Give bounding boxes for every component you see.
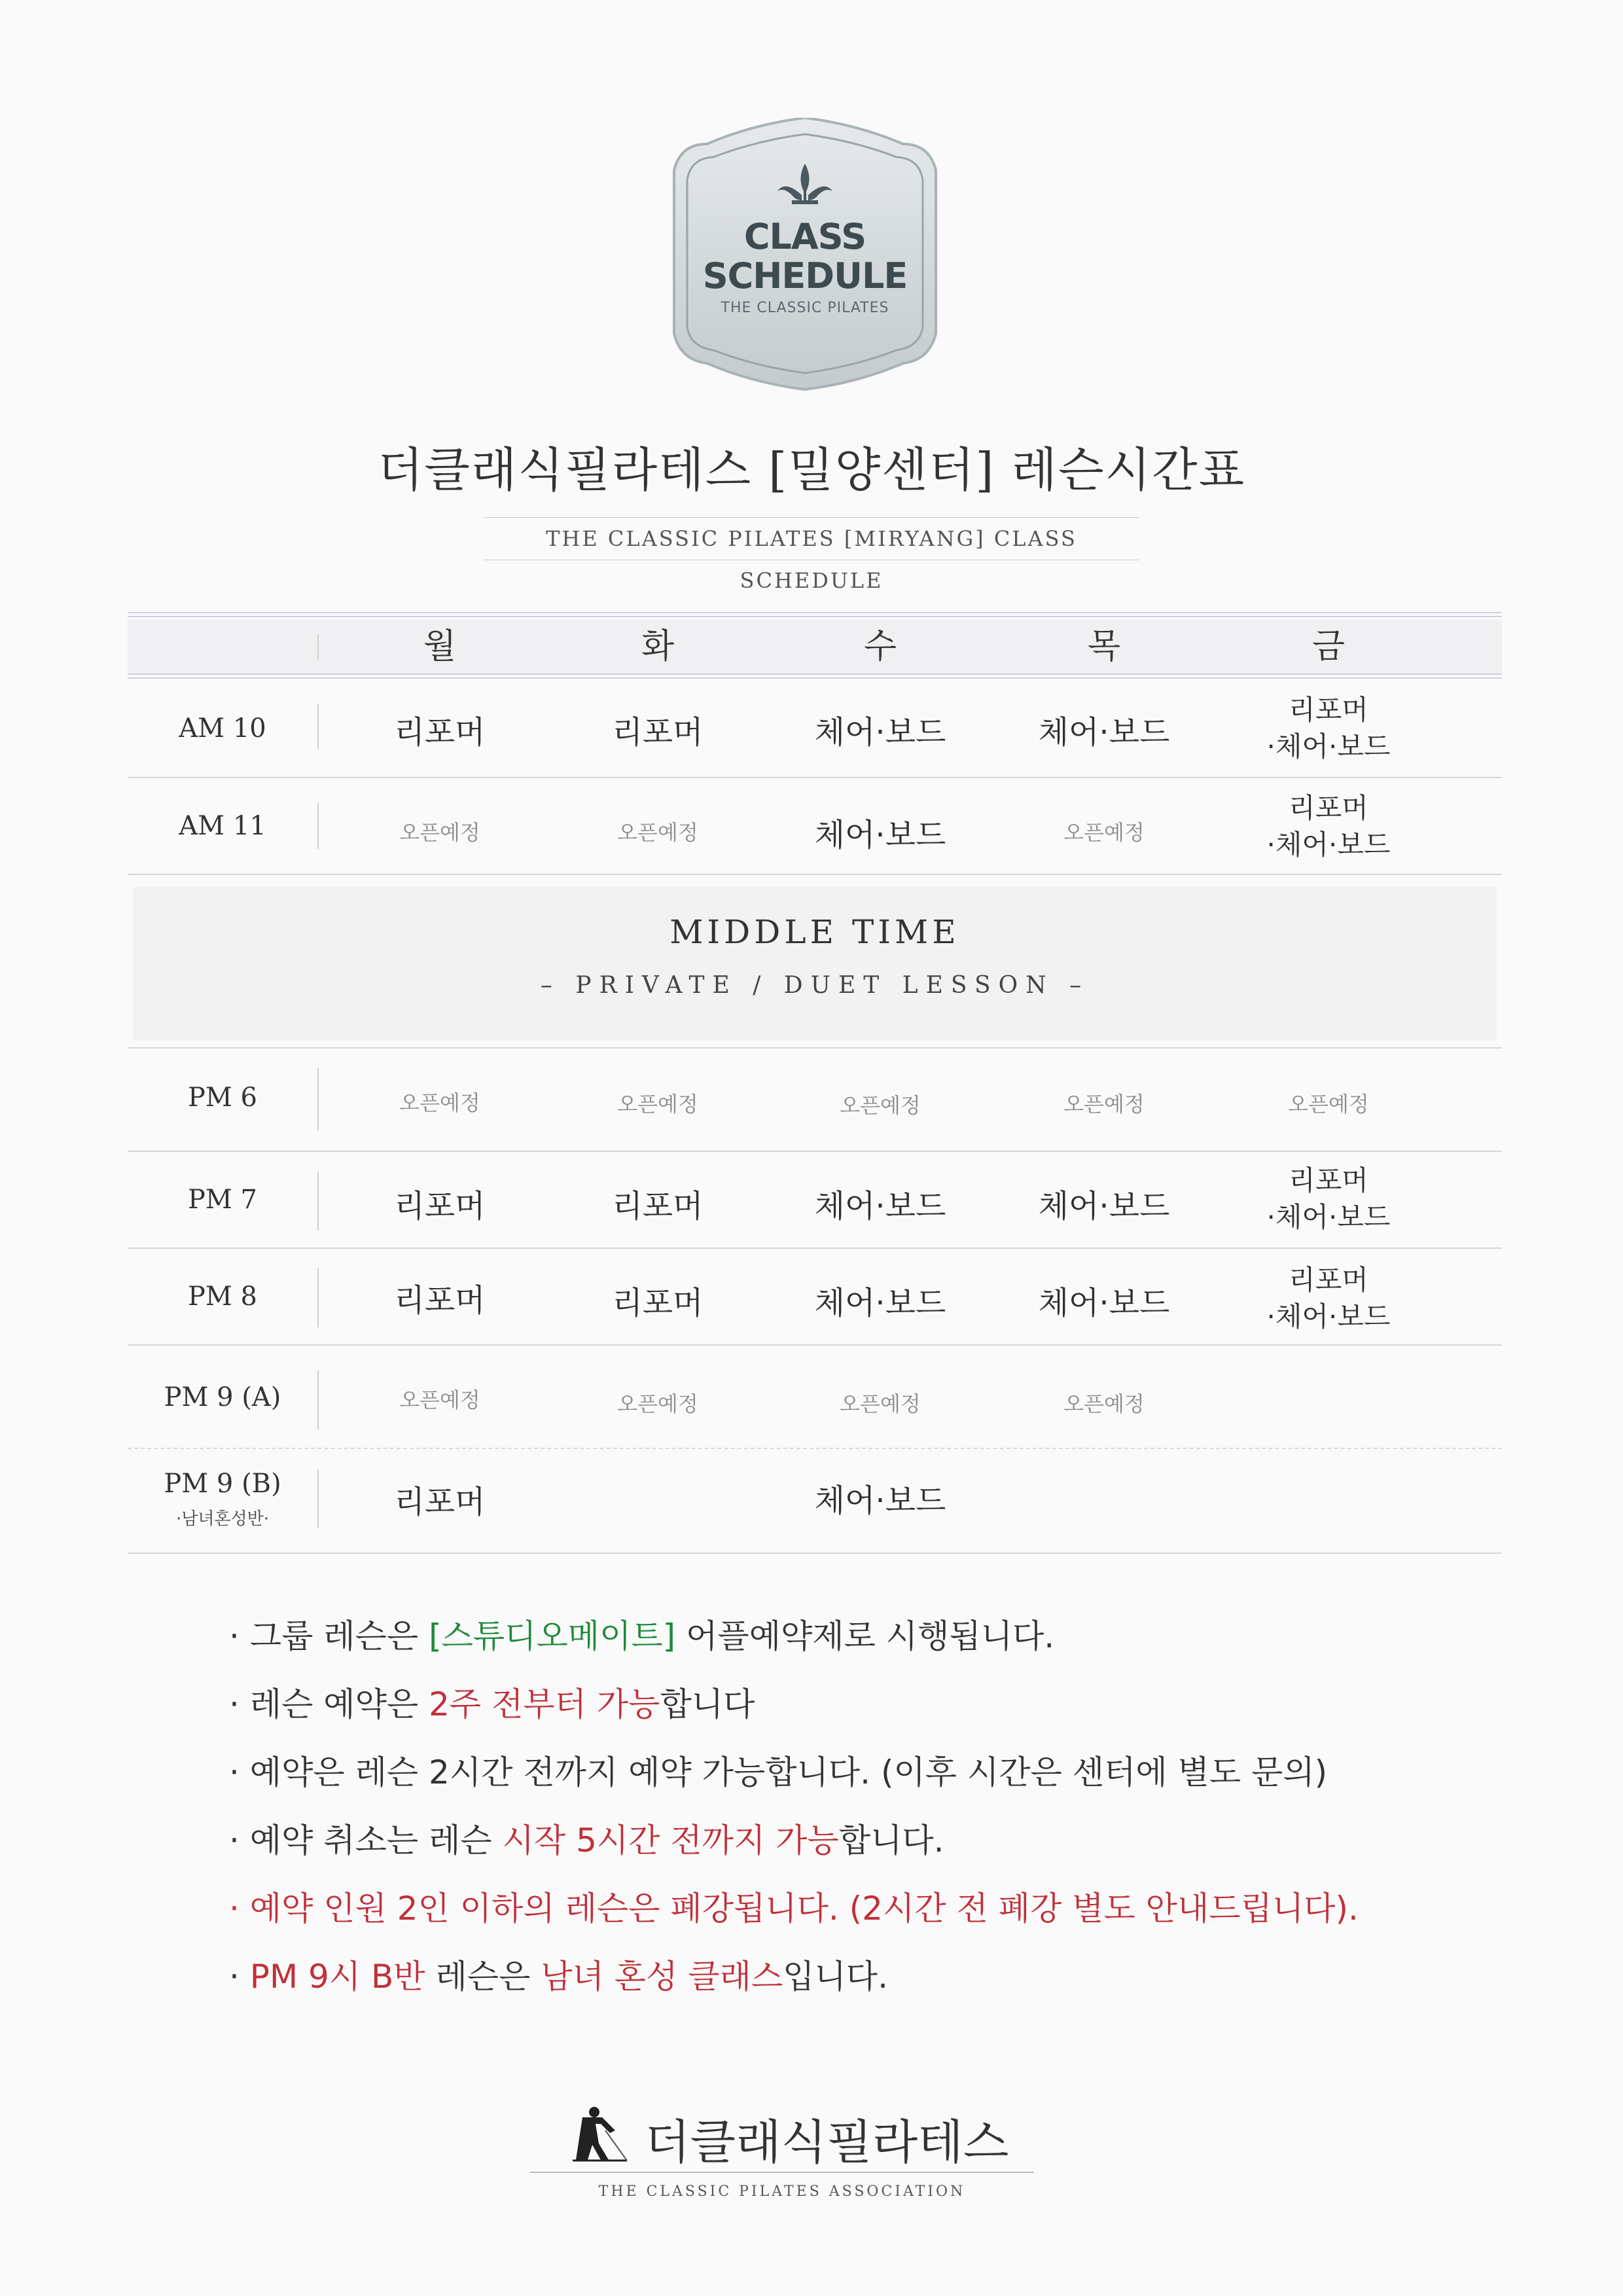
class-cell: 오픈예정 [1288, 1092, 1369, 1117]
middle-time-title: MIDDLE TIME [669, 913, 960, 951]
footer-brand-sub: THE CLASSIC PILATES ASSOCIATION [598, 2183, 966, 2200]
note-text-segment: · 레슨 예약은 [229, 1685, 429, 1723]
note-item [229, 1882, 1472, 1929]
table-row [128, 1449, 1502, 1554]
class-cell [1230, 1262, 1427, 1335]
class-cell: 오픈예정 [1063, 1391, 1145, 1416]
note-text-segment: 입니다. [783, 1958, 888, 1996]
class-cell-line: ·체어·보드 [1266, 1201, 1391, 1233]
class-cell: 오픈예정 [840, 1391, 921, 1416]
table-row [128, 778, 1502, 875]
badge-line-class: CLASS [743, 216, 866, 257]
note-item [229, 1814, 1472, 1861]
header-bottom-line [128, 673, 1502, 675]
row-separator [317, 1371, 319, 1429]
note-text-segment: · 그룹 레슨은 [229, 1617, 429, 1655]
row-separator [317, 803, 319, 849]
class-cell-line: 리포머 [1289, 792, 1368, 824]
header-top-line-2 [128, 616, 1502, 617]
class-cell [1230, 790, 1427, 863]
class-schedule-badge [668, 118, 942, 393]
row-separator [317, 1172, 319, 1230]
note-text-segment: 2주 전부터 가능 [429, 1685, 660, 1723]
class-cell: 오픈예정 [840, 1093, 921, 1118]
table-row [128, 1049, 1502, 1152]
badge-line-brand: THE CLASSIC PILATES [721, 300, 889, 316]
class-cell: 오픈예정 [1063, 820, 1145, 845]
subtitle-box [484, 517, 1139, 593]
class-cell: 체어·보드 [814, 1285, 946, 1321]
table-row [128, 1346, 1502, 1449]
middle-time-subtitle: – PRIVATE / DUET LESSON – [540, 972, 1090, 999]
class-cell: 체어·보드 [814, 1188, 946, 1225]
row-separator [317, 1268, 319, 1327]
page-subtitle: THE CLASSIC PILATES [MIRYANG] CLASS SCHEDULE [546, 526, 1077, 593]
class-cell-line: 리포머 [1289, 1264, 1368, 1296]
class-cell: 오픈예정 [617, 1391, 698, 1416]
time-label: AM 10 [179, 713, 266, 744]
time-label: AM 11 [179, 811, 266, 841]
day-header-thu: 목 [1087, 627, 1121, 666]
class-cell: 체어·보드 [1038, 1188, 1170, 1225]
class-cell: 리포머 [612, 1285, 704, 1321]
footer-divider [530, 2172, 1034, 2173]
table-row [128, 1249, 1502, 1346]
day-header-fri: 금 [1311, 627, 1346, 666]
table-row [128, 1152, 1502, 1249]
page-title: 더클래식필라테스 [밀양센터] 레슨시간표 [377, 442, 1246, 497]
badge-line-schedule: SCHEDULE [702, 255, 908, 296]
day-header-tue: 화 [641, 627, 675, 666]
note-text-segment: 남녀 혼성 클래스 [541, 1958, 783, 1996]
class-cell: 오픈예정 [1063, 1092, 1145, 1117]
class-cell-line: 리포머 [1289, 694, 1368, 726]
class-cell: 오픈예정 [399, 820, 480, 845]
time-sublabel: ·남녀혼성반· [175, 1509, 270, 1529]
class-cell: 오픈예정 [617, 820, 698, 845]
class-cell: 체어·보드 [1038, 714, 1170, 751]
day-header-wed: 수 [863, 627, 897, 666]
note-text-segment: 합니다 [660, 1685, 755, 1723]
class-cell: 체어·보드 [814, 1482, 946, 1519]
class-cell: 체어·보드 [814, 817, 946, 853]
note-text-segment: 레슨은 [425, 1958, 541, 1996]
header-top-line [128, 612, 1502, 613]
time-label: PM 8 [187, 1282, 258, 1312]
note-text-segment: 어플예약제로 시행됩니다. [675, 1617, 1055, 1655]
time-label: PM 9 (B) [164, 1469, 281, 1499]
time-label: PM 6 [187, 1083, 258, 1113]
class-cell-line: ·체어·보드 [1266, 730, 1391, 762]
class-cell: 오픈예정 [617, 1092, 698, 1117]
note-text-segment: PM 9시 B반 [249, 1958, 425, 1996]
row-separator [317, 1068, 319, 1130]
note-text-segment: · 예약 인원 2인 이하의 레슨은 폐강됩니다. (2시간 전 폐강 별도 안내드립니다). [229, 1890, 1359, 1928]
note-text-segment: 시작 5시간 전까지 가능 [502, 1821, 839, 1859]
class-cell: 오픈예정 [399, 1388, 480, 1412]
note-item [229, 1610, 1472, 1657]
class-cell-line: 리포머 [1289, 1164, 1368, 1196]
middle-time-block [133, 887, 1497, 1041]
class-cell-line: ·체어·보드 [1266, 829, 1391, 861]
note-text-segment: [스튜디오메이트] [429, 1617, 676, 1655]
class-cell: 체어·보드 [1038, 1285, 1170, 1321]
note-text-segment: 합니다. [838, 1821, 944, 1859]
class-cell-line: ·체어·보드 [1266, 1300, 1391, 1333]
time-label: PM 7 [187, 1185, 258, 1215]
class-cell: 리포머 [394, 714, 486, 751]
row-separator [317, 704, 319, 749]
class-cell: 오픈예정 [399, 1090, 480, 1115]
class-cell: 리포머 [394, 1282, 486, 1319]
class-cell: 리포머 [394, 1484, 486, 1520]
note-text-segment: · [229, 1958, 250, 1996]
row-separator [317, 1469, 319, 1528]
class-cell [1230, 1162, 1427, 1236]
time-label: PM 9 (A) [164, 1382, 281, 1412]
day-header-row [128, 620, 1502, 673]
note-item [229, 1746, 1472, 1793]
class-cell: 리포머 [612, 1188, 704, 1225]
note-text-segment: · 예약은 레슨 2시간 전까지 예약 가능합니다. (이후 시간은 센터에 별도 문의) [229, 1753, 1328, 1791]
class-cell [1230, 692, 1427, 765]
class-cell: 리포머 [394, 1188, 486, 1225]
note-item [229, 1950, 1472, 1998]
header-separator [317, 634, 319, 660]
class-cell: 리포머 [612, 714, 704, 751]
day-header-mon: 월 [423, 627, 457, 666]
footer-brand-name: 더클래식필라테스 [645, 2115, 1009, 2170]
class-cell: 체어·보드 [814, 714, 946, 751]
note-item [229, 1678, 1472, 1725]
note-text-segment: · 예약 취소는 레슨 [229, 1821, 503, 1859]
pilates-logo-icon [569, 2104, 628, 2163]
table-row [128, 677, 1502, 778]
